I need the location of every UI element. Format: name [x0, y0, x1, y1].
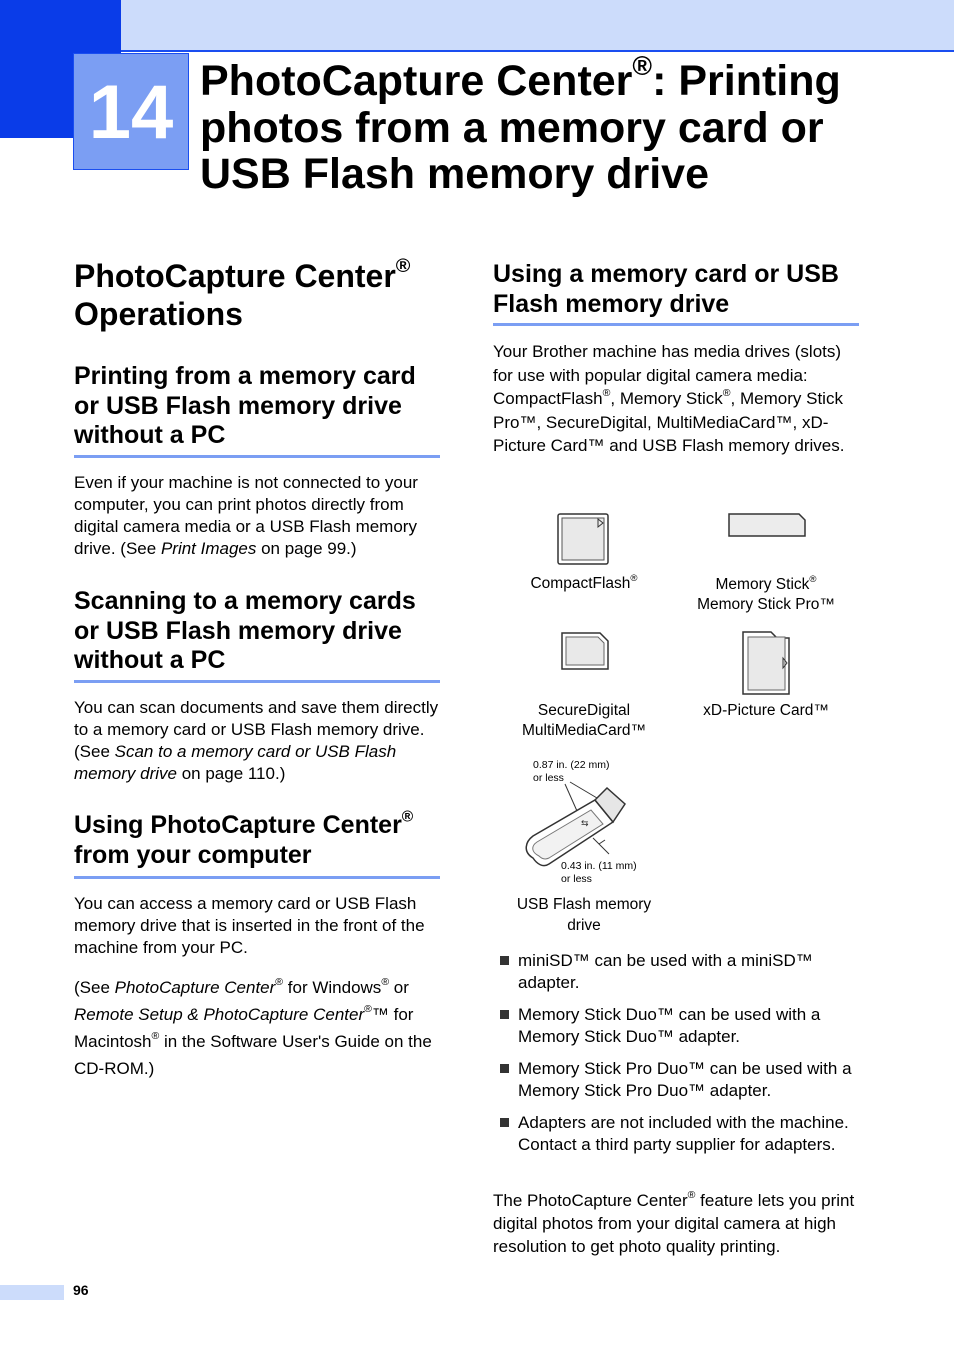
list-item: Adapters are not included with the machine. Contact a third party supplier for adapters.: [493, 1112, 859, 1156]
page-number: 96: [73, 1282, 89, 1298]
section-heading-computer: Using PhotoCapture Center® from your computer: [74, 808, 414, 869]
section-rule: [74, 876, 440, 879]
section-rule: [493, 323, 859, 326]
notes-list: [493, 950, 859, 1166]
memory-stick-label: Memory Stick® Memory Stick Pro™: [697, 573, 835, 613]
section-text-intro: Your Brother machine has media drives (slots) for use with popular digital camera media: CompactFlash®, Memory Stick®, Memory Stick Pro™, SecureDigital, MultiMediaCard™, xD-Picture Card™ and USB Flash memory drives.: [493, 342, 845, 455]
bullet-square-icon: [500, 1010, 509, 1019]
memory-stick-image: [727, 512, 807, 538]
chapter-title: PhotoCapture Center®: Printing photos from a memory card or USB Flash memory drive: [200, 51, 841, 198]
section-heading-printing: Printing from a memory card or USB Flash memory drive without a PC: [74, 362, 416, 449]
chapter-header-band: [121, 0, 954, 52]
usb-dimension-note-thickness: 0.43 in. (11 mm) or less: [561, 860, 637, 885]
compactflash-label: CompactFlash®: [530, 572, 638, 592]
section-text-scanning: You can scan documents and save them directly to a memory card or USB Flash memory drive. (See Scan to a memory card or USB Flash memory drive on page 110.): [74, 698, 439, 783]
xd-picture-label: xD-Picture Card™: [703, 702, 829, 719]
section-heading-scanning: Scanning to a memory cards or USB Flash memory drive without a PC: [74, 587, 416, 674]
section-text-printing: Even if your machine is not connected to your computer, you can print photos directly from digital camera media or a USB Flash memory drive. (See Print Images on page 99.): [74, 473, 418, 558]
closing-text: The PhotoCapture Center® feature lets you print digital photos from your digital camera at high resolution to get photo quality printing.: [493, 1189, 855, 1256]
section-text-computer: You can access a memory card or USB Flash memory drive that is inserted in the front of the machine from your PC.: [74, 894, 425, 957]
list-item: Memory Stick Duo™ can be used with a Memory Stick Duo™ adapter.: [493, 1004, 859, 1048]
main-heading: PhotoCapture Center® Operations: [74, 255, 411, 332]
xd-picture-card-image: [741, 630, 793, 696]
section-rule: [74, 455, 440, 458]
chapter-number: 14: [73, 53, 189, 170]
usb-flash-label: USB Flash memory drive: [516, 896, 652, 934]
bullet-square-icon: [500, 1064, 509, 1073]
bullet-square-icon: [500, 1118, 509, 1127]
securedigital-label: SecureDigital MultiMediaCard™: [521, 702, 647, 739]
svg-text:⇆: ⇆: [581, 819, 589, 829]
list-item: miniSD™ can be used with a miniSD™ adapter.: [493, 950, 859, 994]
section-heading-memory-card: Using a memory card or USB Flash memory drive: [493, 260, 839, 318]
bullet-square-icon: [500, 956, 509, 965]
footer-bar: [0, 1285, 64, 1300]
section-text-reference: (See PhotoCapture Center® for Windows® or Remote Setup & PhotoCapture Center®™ for Macintosh® in the Software User's Guide on the CD-ROM.): [74, 976, 432, 1078]
compactflash-card-image: [556, 512, 610, 566]
usb-dimension-note-length: 0.87 in. (22 mm) or less: [533, 759, 610, 784]
list-item: Memory Stick Pro Duo™ can be used with a Memory Stick Pro Duo™ adapter.: [493, 1058, 859, 1102]
section-rule: [74, 680, 440, 683]
securedigital-card-image: [560, 631, 610, 671]
